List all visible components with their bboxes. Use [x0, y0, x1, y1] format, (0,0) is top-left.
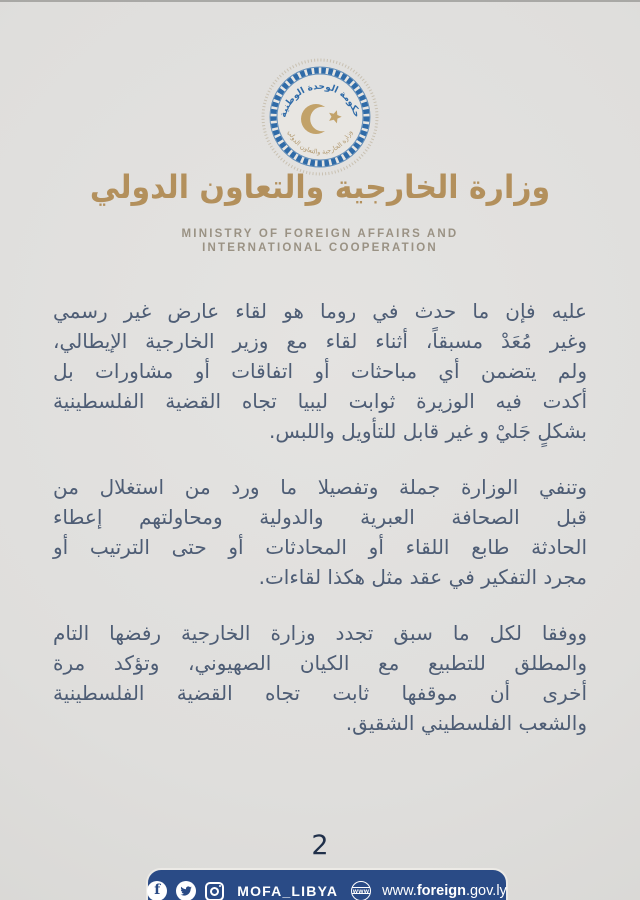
statement-paragraph	[53, 296, 587, 446]
ministry-name-english-line2: INTERNATIONAL COOPERATION	[202, 242, 438, 254]
paragraph-line: أخرى أن موقفها ثابت تجاه القضية الفلسطينية	[53, 681, 587, 705]
website-url: www.foreign.gov.ly	[382, 883, 507, 899]
paragraph-line: ولم يتضمن أي مباحثات أو اتفاقات أو مشاورات بل	[53, 359, 587, 383]
paragraph-line: وتنفي الوزارة جملة وتفصيلا ما ورد من استغلال من	[53, 475, 587, 499]
ministry-name-arabic: وزارة الخارجية والتعاون الدولي	[89, 168, 551, 207]
instagram-icon	[205, 882, 224, 900]
ministry-name-english	[0, 227, 640, 255]
paragraph-line: بشكلٍ جَليْ و غير قابل للتأويل واللبس.	[269, 419, 587, 443]
twitter-icon	[176, 881, 196, 900]
facebook-icon	[147, 881, 167, 900]
paragraph-line: الحادثة طابع اللقاء أو المحادثات أو حتى الترتيب أو	[53, 535, 587, 559]
footer-bar	[146, 868, 508, 900]
paragraph-line: وغير مُعَدْ مسبقاً، أثناء لقاء مع وزير الخارجية الإيطالي،	[53, 329, 587, 353]
globe-www-icon: www	[351, 881, 371, 900]
statement-body	[53, 296, 587, 764]
statement-paragraph	[53, 472, 587, 592]
emblem-government-text: حكومة الوحدة الوطنية	[278, 81, 362, 119]
paragraph-line: أكدت فيه الوزيرة ثوابت ليبيا تجاه القضية الفلسطينية	[53, 389, 587, 413]
paragraph-line: مجرد التفكير في عقد مثل هكذا لقاءات.	[258, 565, 587, 589]
paragraph-line: ووفقا لكل ما سبق تجدد وزارة الخارجية رفضها التام	[53, 621, 587, 645]
emblem-ministry-text: وزارة الخارجية والتعاون الدولي	[286, 129, 354, 157]
social-handle: MOFA_LIBYA	[237, 883, 339, 899]
ministry-emblem	[259, 56, 381, 178]
paragraph-line: والشعب الفلسطيني الشقيق.	[345, 711, 587, 735]
paragraph-line: والمطلق للتطبيع مع الكيان الصهيوني، وتؤكد مرة	[53, 651, 587, 675]
page-number: 2	[311, 830, 329, 861]
statement-paragraph	[53, 618, 587, 738]
paragraph-line: قبل الصحافة العبرية والدولية ومحاولتهم إعطاء	[53, 505, 587, 529]
ministry-name-english-line1: MINISTRY OF FOREIGN AFFAIRS AND	[181, 228, 459, 240]
paragraph-line: عليه فإن ما حدث في روما هو لقاء عارض غير رسمي	[53, 299, 587, 323]
